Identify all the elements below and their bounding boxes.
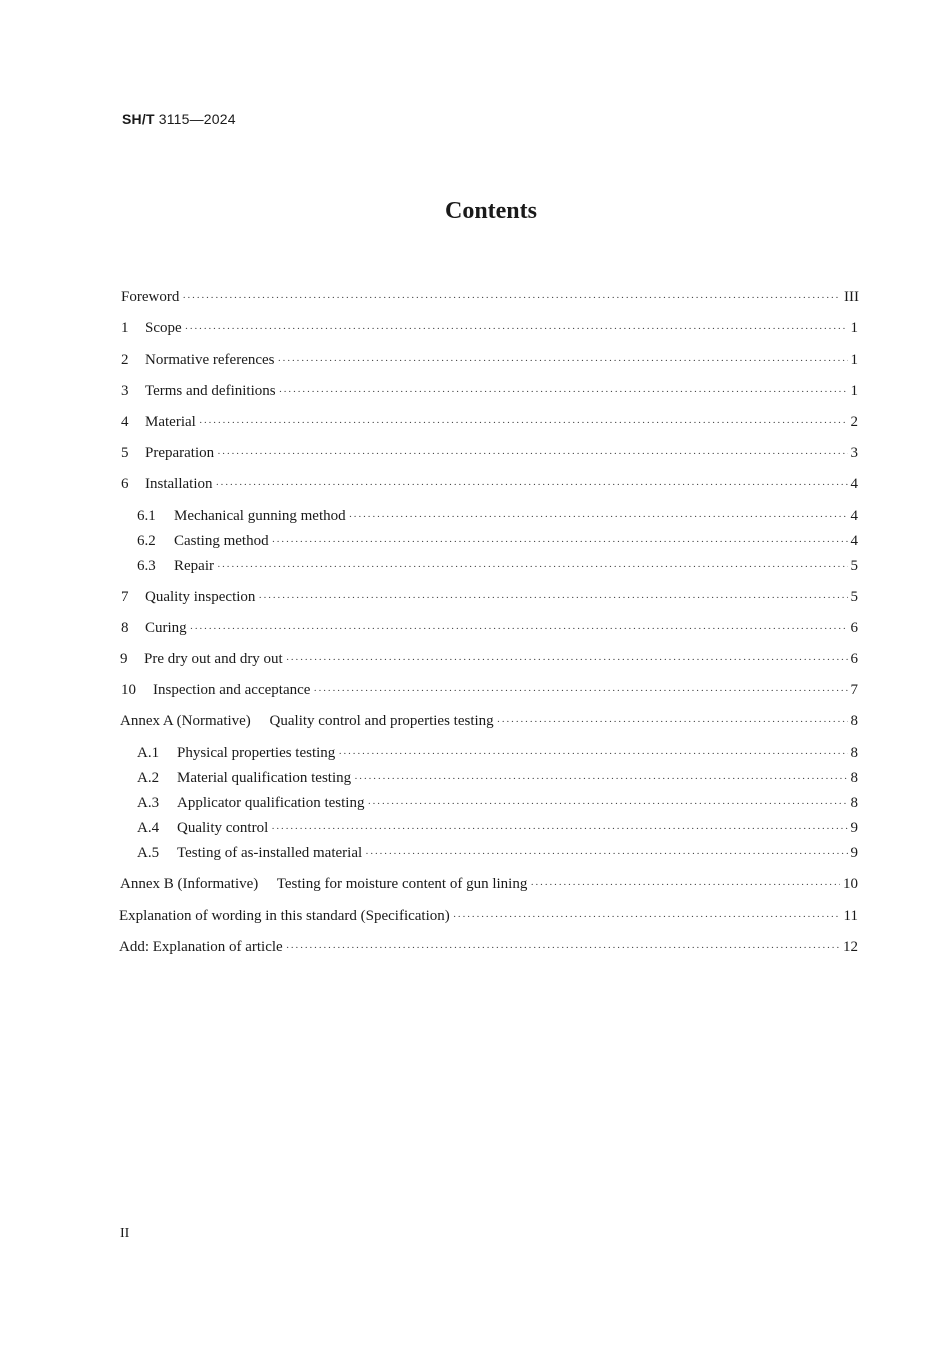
toc-entry-page: 2 bbox=[850, 414, 858, 430]
toc-leader-dots bbox=[272, 532, 848, 552]
toc-entry-label: Pre dry out and dry out bbox=[144, 651, 283, 667]
toc-entry-number: 4 bbox=[121, 414, 129, 430]
toc-leader-dots bbox=[271, 819, 847, 839]
toc-entry-page: 9 bbox=[850, 845, 858, 861]
toc-leader-dots bbox=[199, 413, 848, 433]
toc-entry-page: 8 bbox=[850, 745, 858, 761]
toc-leader-dots bbox=[286, 650, 848, 670]
toc-leader-dots bbox=[365, 844, 847, 864]
toc-leader-dots bbox=[279, 382, 848, 402]
toc-entry-label: Material bbox=[145, 414, 196, 430]
toc-entry-casting-method[interactable] bbox=[137, 531, 858, 552]
toc-leader-dots bbox=[338, 744, 847, 764]
toc-leader-dots bbox=[313, 681, 847, 701]
toc-entry-label: Installation bbox=[145, 476, 213, 492]
toc-entry-label: Casting method bbox=[174, 533, 269, 549]
toc-leader-dots bbox=[190, 619, 848, 639]
toc-entry-label: Mechanical gunning method bbox=[174, 508, 346, 524]
toc-entry-foreword[interactable] bbox=[121, 287, 859, 308]
toc-entry-number: 6.3 bbox=[137, 558, 156, 574]
toc-entry-page: 8 bbox=[850, 770, 858, 786]
page-title: Contents bbox=[444, 198, 537, 224]
toc-entry-number: A.5 bbox=[137, 845, 160, 861]
toc-entry-mechanical-gunning-method[interactable] bbox=[137, 506, 858, 527]
toc-entry-label: Inspection and acceptance bbox=[153, 682, 311, 698]
toc-entry-curing[interactable] bbox=[121, 618, 858, 639]
toc-leader-dots bbox=[185, 319, 848, 339]
standard-code bbox=[122, 111, 236, 127]
toc-entry-label: Terms and definitions bbox=[145, 383, 276, 399]
toc-entry-number: 7 bbox=[121, 589, 129, 605]
toc-entry-page: 7 bbox=[850, 682, 858, 698]
toc-leader-dots bbox=[217, 444, 847, 464]
standard-prefix: SH/T bbox=[122, 111, 155, 127]
toc-entry-label: Annex A (Normative) Quality control and properties testing bbox=[120, 713, 494, 729]
toc-entry-applicator-qualification-testing[interactable] bbox=[137, 793, 858, 814]
toc-entry-label: Testing of as-installed material bbox=[177, 845, 363, 861]
toc-leader-dots bbox=[217, 557, 848, 577]
toc-entry-page: 8 bbox=[850, 713, 858, 729]
toc-entry-label: Applicator qualification testing bbox=[177, 795, 365, 811]
toc-entry-testing-as-installed-material[interactable] bbox=[137, 843, 858, 864]
toc-entry-page: 12 bbox=[843, 939, 858, 955]
toc-entry-number: A.4 bbox=[137, 820, 160, 836]
toc-leader-dots bbox=[354, 769, 847, 789]
toc-leader-dots bbox=[258, 588, 847, 608]
toc-entry-number: 6 bbox=[121, 476, 129, 492]
toc-entry-label: Quality inspection bbox=[145, 589, 256, 605]
toc-entry-terms-and-definitions[interactable] bbox=[121, 381, 858, 402]
toc-leader-dots bbox=[530, 875, 840, 895]
toc-entry-number: 1 bbox=[121, 320, 129, 336]
toc-entry-number: 2 bbox=[121, 352, 129, 368]
toc-entry-label: Physical properties testing bbox=[177, 745, 336, 761]
toc-entry-page: 1 bbox=[850, 352, 858, 368]
toc-entry-page: 6 bbox=[850, 651, 858, 667]
toc-entry-number: A.1 bbox=[137, 745, 160, 761]
toc-leader-dots bbox=[278, 351, 848, 371]
toc-entry-number: 8 bbox=[121, 620, 129, 636]
toc-leader-dots bbox=[453, 907, 841, 927]
toc-entry-label: Scope bbox=[145, 320, 182, 336]
toc-entry-explanation-of-article[interactable] bbox=[119, 937, 858, 958]
toc-entry-page: 3 bbox=[850, 445, 858, 461]
toc-leader-dots bbox=[367, 794, 847, 814]
toc-entry-label: Annex B (Informative) Testing for moisture content of gun lining bbox=[120, 876, 528, 892]
toc-entry-label: Quality control bbox=[177, 820, 269, 836]
toc-entry-inspection-and-acceptance[interactable] bbox=[121, 680, 858, 701]
toc-entry-label: Material qualification testing bbox=[177, 770, 352, 786]
toc-entry-label: Explanation of wording in this standard (Specification) bbox=[119, 908, 450, 924]
toc-entry-number: A.2 bbox=[137, 770, 160, 786]
toc-entry-scope[interactable] bbox=[121, 318, 858, 339]
toc-entry-label: Curing bbox=[145, 620, 187, 636]
toc-entry-installation[interactable] bbox=[121, 474, 858, 495]
toc-entry-page: 4 bbox=[850, 476, 858, 492]
toc-entry-number: 6.2 bbox=[137, 533, 156, 549]
toc-leader-dots bbox=[349, 507, 848, 527]
toc-entry-physical-properties-testing[interactable] bbox=[137, 743, 858, 764]
toc-entry-material[interactable] bbox=[121, 412, 858, 433]
toc-entry-page: 6 bbox=[850, 620, 858, 636]
toc-entry-page: 8 bbox=[850, 795, 858, 811]
toc-entry-page: 5 bbox=[850, 558, 858, 574]
toc-entry-number: 9 bbox=[120, 651, 128, 667]
toc-entry-pre-dry-out[interactable] bbox=[120, 649, 858, 670]
toc-entry-number: A.3 bbox=[137, 795, 160, 811]
toc-entry-quality-inspection[interactable] bbox=[121, 587, 858, 608]
toc-entry-material-qualification-testing[interactable] bbox=[137, 768, 858, 789]
toc-entry-normative-references[interactable] bbox=[121, 350, 858, 371]
toc-entry-preparation[interactable] bbox=[121, 443, 858, 464]
toc-entry-number: 5 bbox=[121, 445, 129, 461]
toc-entry-number: 3 bbox=[121, 383, 129, 399]
toc-leader-dots bbox=[182, 288, 841, 308]
toc-entry-page: III bbox=[844, 289, 859, 305]
toc-entry-label: Foreword bbox=[121, 289, 180, 305]
standard-number: 3115—2024 bbox=[158, 111, 236, 127]
toc-entry-label: Preparation bbox=[145, 445, 215, 461]
toc-entry-annex-a[interactable] bbox=[120, 711, 858, 732]
toc-entry-page: 5 bbox=[850, 589, 858, 605]
toc-entry-annex-b[interactable] bbox=[120, 874, 858, 895]
toc-leader-dots bbox=[497, 712, 848, 732]
toc-entry-label: Normative references bbox=[145, 352, 275, 368]
toc-entry-page: 1 bbox=[850, 383, 858, 399]
toc-entry-repair[interactable] bbox=[137, 556, 858, 577]
toc-entry-label: Add: Explanation of article bbox=[119, 939, 283, 955]
page-number: II bbox=[120, 1226, 130, 1241]
toc-leader-dots bbox=[286, 938, 840, 958]
toc-entry-label: Repair bbox=[174, 558, 214, 574]
toc-leader-dots bbox=[216, 475, 848, 495]
toc-entry-page: 11 bbox=[843, 908, 858, 924]
toc-entry-page: 4 bbox=[850, 533, 858, 549]
toc-entry-explanation-of-wording[interactable] bbox=[119, 906, 858, 927]
toc-entry-page: 4 bbox=[850, 508, 858, 524]
toc-entry-quality-control[interactable] bbox=[137, 818, 858, 839]
toc-entry-number: 10 bbox=[121, 682, 136, 698]
toc-entry-page: 9 bbox=[850, 820, 858, 836]
toc-entry-number: 6.1 bbox=[137, 508, 156, 524]
toc-entry-page: 10 bbox=[843, 876, 858, 892]
toc-entry-page: 1 bbox=[850, 320, 858, 336]
